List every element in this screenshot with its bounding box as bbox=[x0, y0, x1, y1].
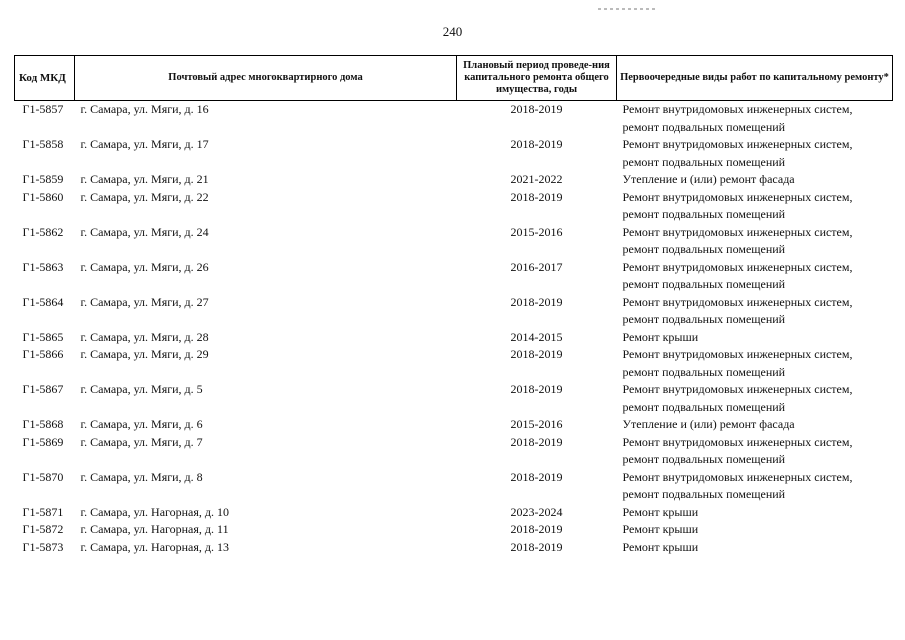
row-period: 2018-2019 bbox=[510, 189, 563, 204]
table-row bbox=[15, 416, 893, 434]
row-code: Г1-5863 bbox=[22, 259, 64, 274]
row-works bbox=[617, 434, 893, 469]
row-code: Г1-5866 bbox=[22, 347, 64, 361]
row-period: 2018-2019 bbox=[510, 347, 563, 361]
row-code: Г1-5860 bbox=[22, 189, 64, 204]
row-code: Г1-5859 bbox=[22, 172, 64, 186]
table-row bbox=[15, 504, 893, 522]
row-address: г. Самара, ул. Мяги, д. 29 bbox=[80, 347, 209, 361]
row-period: 2018-2019 bbox=[510, 294, 563, 309]
row-code: Г1-5862 bbox=[22, 224, 64, 239]
row-works-line: Ремонт внутридомовых инженерных систем, bbox=[622, 469, 853, 484]
table-row bbox=[15, 224, 893, 259]
row-works bbox=[617, 521, 893, 539]
row-works-line: ремонт подвальных помещений bbox=[622, 487, 786, 501]
row-address: г. Самара, ул. Мяги, д. 6 bbox=[80, 417, 203, 431]
table-row bbox=[15, 539, 893, 557]
row-period: 2018-2019 bbox=[510, 522, 563, 536]
row-works bbox=[617, 259, 893, 294]
row-works bbox=[617, 381, 893, 416]
row-period: 2018-2019 bbox=[510, 434, 563, 449]
row-code: Г1-5872 bbox=[22, 522, 64, 536]
row-code: Г1-5868 bbox=[22, 417, 64, 431]
page-number: 240 bbox=[442, 24, 463, 39]
row-works bbox=[617, 101, 893, 137]
scan-artifact bbox=[598, 8, 656, 10]
row-works-line: ремонт подвальных помещений bbox=[622, 399, 786, 414]
row-works-line: Ремонт внутридомовых инженерных систем, bbox=[622, 434, 853, 449]
row-code: Г1-5873 bbox=[22, 539, 64, 554]
row-works-line: Ремонт внутридомовых инженерных систем, bbox=[622, 102, 853, 116]
table-row bbox=[15, 346, 893, 381]
row-works bbox=[617, 416, 893, 434]
row-period: 2018-2019 bbox=[510, 469, 563, 484]
table-row bbox=[15, 171, 893, 189]
table-body bbox=[15, 101, 893, 557]
row-works bbox=[617, 469, 893, 504]
row-works-line: ремонт подвальных помещений bbox=[622, 277, 786, 291]
table-row bbox=[15, 101, 893, 137]
row-period: 2023-2024 bbox=[510, 504, 563, 519]
row-works bbox=[617, 539, 893, 557]
row-code: Г1-5865 bbox=[22, 329, 64, 344]
row-works-line: Ремонт крыши bbox=[622, 539, 699, 554]
table-row bbox=[15, 521, 893, 539]
row-works-line: Ремонт крыши bbox=[622, 522, 699, 536]
row-period: 2018-2019 bbox=[510, 137, 563, 151]
row-code: Г1-5857 bbox=[22, 102, 64, 116]
row-works-line: ремонт подвальных помещений bbox=[622, 452, 786, 466]
row-code: Г1-5871 bbox=[22, 504, 64, 519]
table-row bbox=[15, 381, 893, 416]
row-works-line: ремонт подвальных помещений bbox=[622, 312, 786, 326]
row-address: г. Самара, ул. Мяги, д. 5 bbox=[80, 382, 203, 396]
row-address: г. Самара, ул. Мяги, д. 22 bbox=[80, 189, 209, 204]
row-works-line: Утепление и (или) ремонт фасада bbox=[622, 172, 795, 186]
row-address: г. Самара, ул. Нагорная, д. 13 bbox=[80, 539, 230, 554]
row-address: г. Самара, ул. Мяги, д. 17 bbox=[80, 137, 209, 151]
row-works-line: Ремонт внутридомовых инженерных систем, bbox=[622, 347, 853, 361]
table-header bbox=[15, 56, 893, 101]
row-address: г. Самара, ул. Мяги, д. 28 bbox=[80, 329, 209, 344]
table-row bbox=[15, 136, 893, 171]
row-works-line: Ремонт внутридомовых инженерных систем, bbox=[622, 294, 853, 309]
table-row bbox=[15, 329, 893, 347]
row-address: г. Самара, ул. Нагорная, д. 11 bbox=[80, 522, 229, 536]
row-period: 2018-2019 bbox=[510, 539, 563, 554]
row-works bbox=[617, 346, 893, 381]
row-works-line: ремонт подвальных помещений bbox=[622, 154, 786, 169]
row-code: Г1-5869 bbox=[22, 434, 64, 449]
row-works bbox=[617, 171, 893, 189]
row-period: 2018-2019 bbox=[510, 382, 563, 396]
row-works-line: ремонт подвальных помещений bbox=[622, 119, 786, 134]
table-row bbox=[15, 294, 893, 329]
table-row bbox=[15, 434, 893, 469]
row-works bbox=[617, 504, 893, 522]
housing-registry-table bbox=[14, 55, 893, 556]
row-address: г. Самара, ул. Мяги, д. 21 bbox=[80, 172, 209, 186]
row-works-line: ремонт подвальных помещений bbox=[622, 242, 786, 256]
row-works-line: Ремонт крыши bbox=[622, 329, 699, 344]
column-header-code: Код МКД bbox=[15, 56, 75, 101]
row-works bbox=[617, 136, 893, 171]
row-works bbox=[617, 224, 893, 259]
row-code: Г1-5858 bbox=[22, 137, 64, 151]
row-works-line: ремонт подвальных помещений bbox=[622, 207, 786, 221]
column-header-address: Почтовый адрес многоквартирного дома bbox=[75, 56, 457, 101]
row-works-line: Ремонт внутридомовых инженерных систем, bbox=[622, 259, 853, 274]
row-period: 2014-2015 bbox=[510, 329, 563, 344]
row-period: 2021-2022 bbox=[510, 172, 563, 186]
table-row bbox=[15, 189, 893, 224]
row-works-line: ремонт подвальных помещений bbox=[622, 364, 786, 379]
row-period: 2015-2016 bbox=[510, 417, 563, 431]
row-address: г. Самара, ул. Мяги, д. 8 bbox=[80, 469, 203, 484]
row-code: Г1-5870 bbox=[22, 469, 64, 484]
row-works-line: Ремонт внутридомовых инженерных систем, bbox=[622, 189, 853, 204]
table-row bbox=[15, 259, 893, 294]
row-works-line: Утепление и (или) ремонт фасада bbox=[622, 417, 795, 431]
row-works-line: Ремонт внутридомовых инженерных систем, bbox=[622, 224, 853, 239]
column-header-period: Плановый период проведе-ния капитального ремонта общего имущества, годы bbox=[457, 56, 617, 101]
row-works-line: Ремонт крыши bbox=[622, 504, 699, 519]
column-header-works: Первоочередные виды работ по капитальному ремонту* bbox=[617, 56, 893, 101]
row-works-line: Ремонт внутридомовых инженерных систем, bbox=[622, 137, 853, 151]
row-period: 2018-2019 bbox=[510, 102, 563, 116]
row-code: Г1-5867 bbox=[22, 382, 64, 396]
row-works bbox=[617, 189, 893, 224]
table-row bbox=[15, 469, 893, 504]
row-period: 2016-2017 bbox=[510, 259, 563, 274]
row-works-line: Ремонт внутридомовых инженерных систем, bbox=[622, 382, 853, 396]
row-address: г. Самара, ул. Мяги, д. 24 bbox=[80, 224, 209, 239]
row-address: г. Самара, ул. Мяги, д. 27 bbox=[80, 294, 209, 309]
row-address: г. Самара, ул. Мяги, д. 26 bbox=[80, 259, 209, 274]
row-address: г. Самара, ул. Мяги, д. 7 bbox=[80, 434, 203, 449]
row-period: 2015-2016 bbox=[510, 224, 563, 239]
row-works bbox=[617, 294, 893, 329]
row-address: г. Самара, ул. Нагорная, д. 10 bbox=[80, 504, 230, 519]
row-address: г. Самара, ул. Мяги, д. 16 bbox=[80, 102, 209, 116]
row-works bbox=[617, 329, 893, 347]
row-code: Г1-5864 bbox=[22, 294, 64, 309]
